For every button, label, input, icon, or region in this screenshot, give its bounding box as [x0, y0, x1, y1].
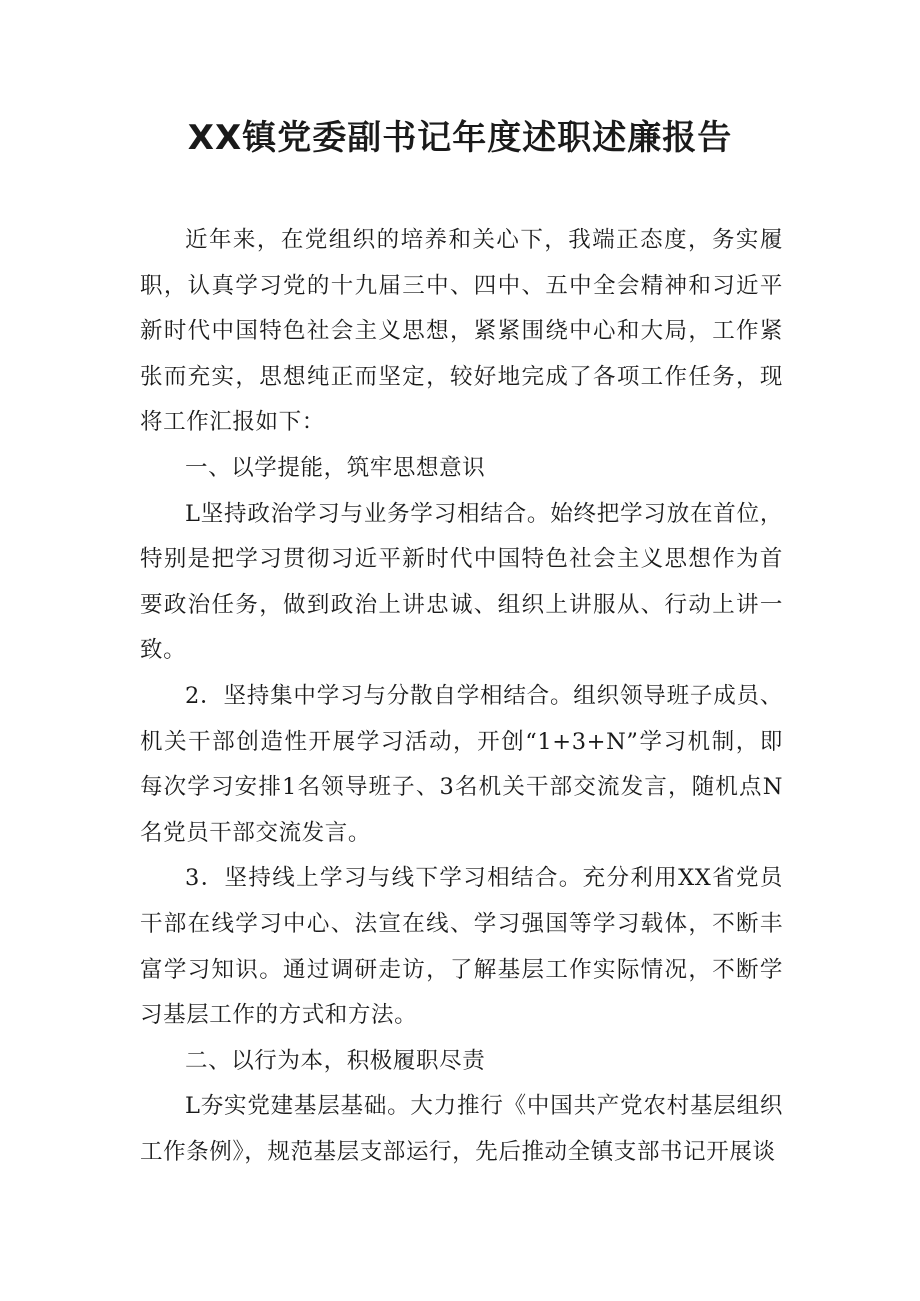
paragraph-1-1: L坚持政治学习与业务学习相结合。始终把学习放在首位，特别是把学习贯彻习近平新时代中国特色社会主义思想作为首要政治任务，做到政治上讲忠诚、组织上讲服从、行动上讲一致。	[140, 500, 783, 664]
section-heading-2: 二、以行为本，积极履职尽责	[185, 1047, 486, 1074]
document-title: XX镇党委副书记年度述职述廉报告	[187, 118, 733, 158]
paragraph-1-3: 3．坚持线上学习与线下学习相结合。充分利用XX省党员干部在线学习中心、法宣在线、学习强国等学习载体，不断丰富学习知识。通过调研走访，了解基层工作实际情况，不断学习基层工作的方式和方法。	[140, 865, 783, 1029]
section-heading-1: 一、以学提能，筑牢思想意识	[185, 454, 486, 481]
document-body	[140, 218, 783, 1175]
paragraph-1-2: 2．坚持集中学习与分散自学相结合。组织领导班子成员、机关干部创造性开展学习活动，开创“1+3+N”学习机制，即每次学习安排1名领导班子、3名机关干部交流发言，随机点N名党员干部交流发言。	[140, 682, 783, 846]
paragraph-2-1: L夯实党建基层基础。大力推行《中国共产党农村基层组织工作条例》，规范基层支部运行，先后推动全镇支部书记开展谈	[140, 1093, 783, 1165]
paragraph-intro: 近年来，在党组织的培养和关心下，我端正态度，务实履职，认真学习党的十九届三中、四中、五中全会精神和习近平新时代中国特色社会主义思想，紧紧围绕中心和大局，工作紧张而充实，思想纯正而坚定，较好地完成了各项工作任务，现将工作汇报如下：	[140, 227, 783, 436]
